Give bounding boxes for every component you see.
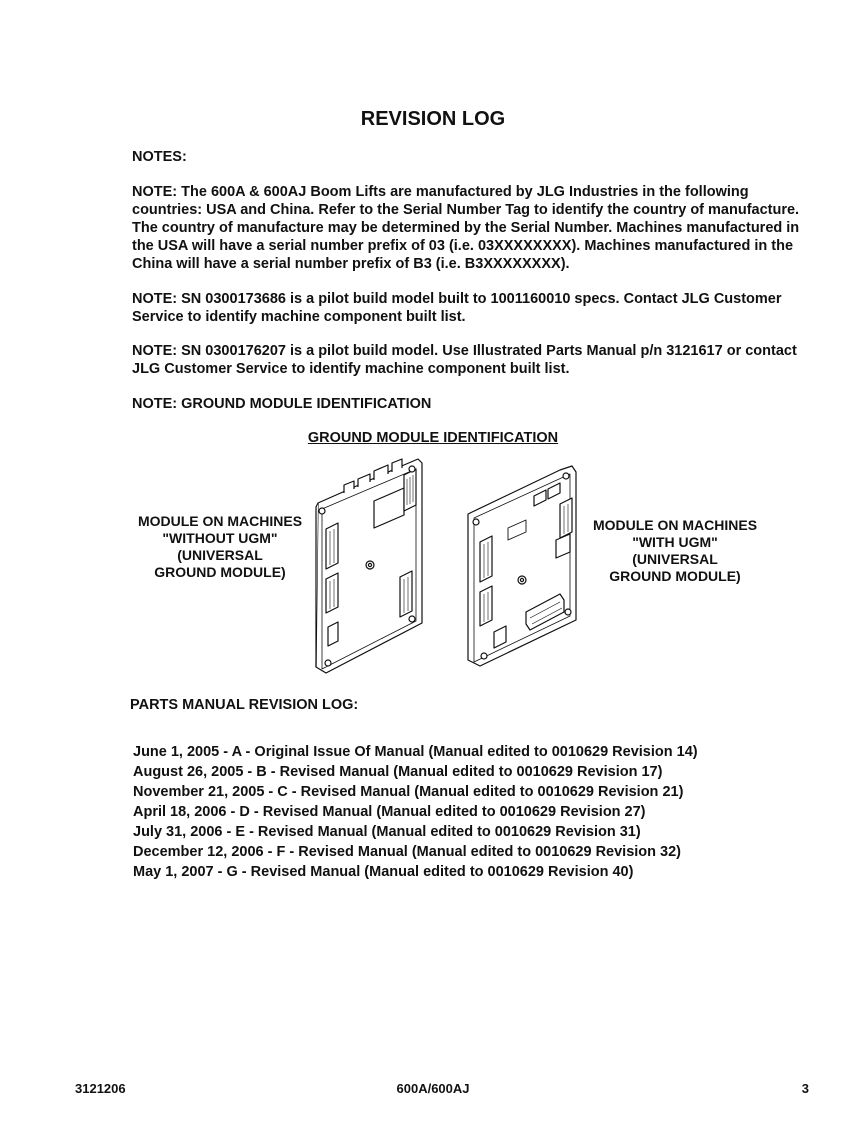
revision-entry: June 1, 2005 - A - Original Issue Of Manual (Manual edited to 0010629 Revision 14) (133, 744, 698, 760)
page-title: REVISION LOG (360, 108, 506, 130)
revision-entry: November 21, 2005 - C - Revised Manual (Manual edited to 0010629 Revision 21) (133, 784, 684, 800)
footer-doc-number: 3121206 (75, 1081, 126, 1096)
notes-heading: NOTES: (132, 149, 187, 165)
revision-entry: December 12, 2006 - F - Revised Manual (Manual edited to 0010629 Revision 32) (133, 844, 681, 860)
label-line: "WITHOUT UGM" (162, 530, 278, 546)
revision-entry: May 1, 2007 - G - Revised Manual (Manual edited to 0010629 Revision 40) (133, 864, 634, 880)
label-line: (UNIVERSAL (632, 551, 718, 567)
revision-log-list (133, 742, 833, 882)
revision-entry: August 26, 2005 - B - Revised Manual (Manual edited to 0010629 Revision 17) (133, 764, 663, 780)
label-line: MODULE ON MACHINES (592, 517, 758, 533)
label-line: GROUND MODULE) (609, 568, 741, 584)
figure-title: GROUND MODULE IDENTIFICATION (307, 430, 559, 446)
footer-page-number: 3 (801, 1081, 809, 1096)
revision-log-heading: PARTS MANUAL REVISION LOG: (130, 697, 359, 713)
note-ground-module: NOTE: GROUND MODULE IDENTIFICATION (132, 396, 432, 412)
module-without-ugm-label (125, 513, 315, 581)
footer-model: 600A/600AJ (396, 1081, 470, 1096)
module-without-ugm-drawing (308, 455, 430, 677)
label-line: "WITH UGM" (632, 534, 718, 550)
label-line: (UNIVERSAL (177, 547, 263, 563)
module-with-ugm-drawing (460, 462, 585, 670)
label-line: MODULE ON MACHINES (137, 513, 303, 529)
revision-entry: April 18, 2006 - D - Revised Manual (Manual edited to 0010629 Revision 27) (133, 804, 646, 820)
module-with-ugm-label (580, 517, 770, 585)
label-line: GROUND MODULE) (154, 564, 286, 580)
revision-entry: July 31, 2006 - E - Revised Manual (Manual edited to 0010629 Revision 31) (133, 824, 641, 840)
note-pilot-build-2: NOTE: SN 0300176207 is a pilot build model. Use Illustrated Parts Manual p/n 3121617 or contact JLG Customer Service to identify machine component built list. (132, 343, 797, 377)
note-country-of-manufacture: NOTE: The 600A & 600AJ Boom Lifts are manufactured by JLG Industries in the following countries: USA and China. Refer to the Serial Number Tag to identify the country of manufacture. The country of manufacture may be determined by the Serial Number. Machines manufactured in the USA will have a serial number prefix of 03 (i.e. 03XXXXXXXX). Machines manufactured in the China will have a serial number prefix of B3 (i.e. B3XXXXXXXX). (132, 184, 800, 272)
note-pilot-build-1: NOTE: SN 0300173686 is a pilot build model built to 1001160010 specs. Contact JLG Customer Service to identify machine component built list. (132, 291, 782, 325)
